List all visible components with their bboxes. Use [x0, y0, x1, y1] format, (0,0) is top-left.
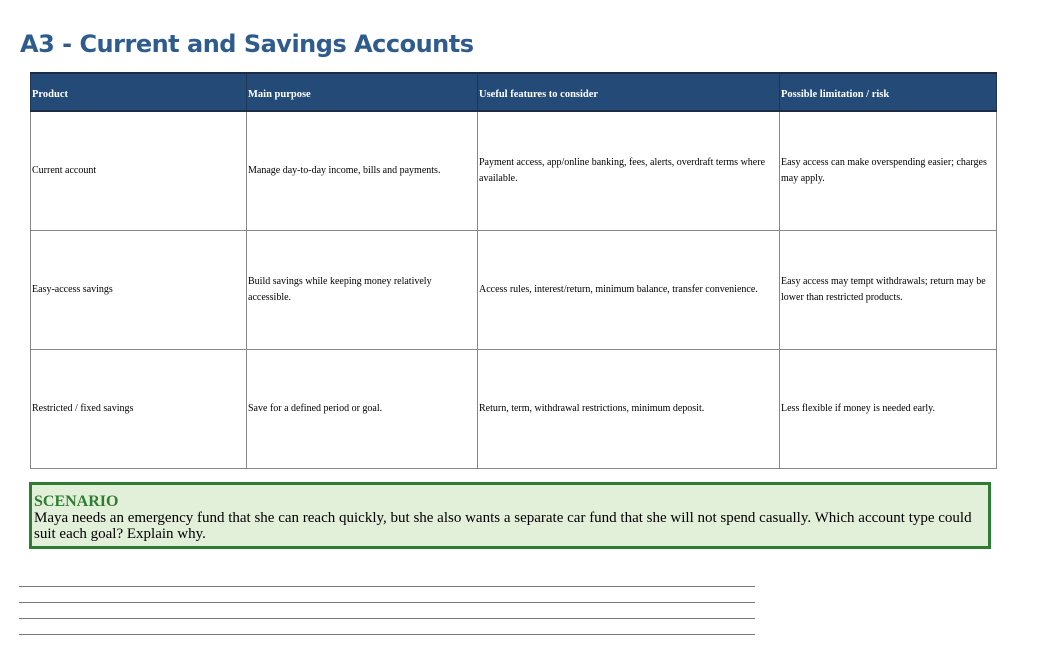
cell-product: Restricted / fixed savings: [31, 350, 247, 469]
scenario-box: [29, 482, 991, 549]
header-useful-features: Useful features to consider: [478, 73, 780, 111]
cell-purpose: Manage day-to-day income, bills and payments.: [247, 111, 478, 231]
cell-risk: Less flexible if money is needed early.: [780, 350, 997, 469]
cell-purpose: Build savings while keeping money relatively accessible.: [247, 231, 478, 350]
cell-features: Access rules, interest/return, minimum balance, transfer convenience.: [478, 231, 780, 350]
cell-features: Payment access, app/online banking, fees, alerts, overdraft terms where available.: [478, 111, 780, 231]
cell-risk: Easy access can make overspending easier; charges may apply.: [780, 111, 997, 231]
answer-line[interactable]: [19, 634, 755, 635]
scenario-text: Maya needs an emergency fund that she can reach quickly, but she also wants a separate car fund that she will not spend casually. Which account type could suit each goal? Explain why.: [34, 510, 972, 542]
header-main-purpose: Main purpose: [247, 73, 478, 111]
scenario-heading: SCENARIO: [34, 493, 119, 510]
header-product: Product: [31, 73, 247, 111]
cell-features: Return, term, withdrawal restrictions, minimum deposit.: [478, 350, 780, 469]
table-row: [31, 350, 997, 469]
cell-product: Easy-access savings: [31, 231, 247, 350]
header-limitation-risk: Possible limitation / risk: [780, 73, 997, 111]
table-row: [31, 111, 997, 231]
products-table: [30, 72, 997, 469]
page-title: A3 - Current and Savings Accounts: [20, 30, 474, 58]
table-header-row: [31, 73, 997, 111]
answer-line[interactable]: [19, 586, 755, 587]
cell-product: Current account: [31, 111, 247, 231]
cell-purpose: Save for a defined period or goal.: [247, 350, 478, 469]
answer-line[interactable]: [19, 618, 755, 619]
table-row: [31, 231, 997, 350]
cell-risk: Easy access may tempt withdrawals; return may be lower than restricted products.: [780, 231, 997, 350]
answer-line[interactable]: [19, 602, 755, 603]
